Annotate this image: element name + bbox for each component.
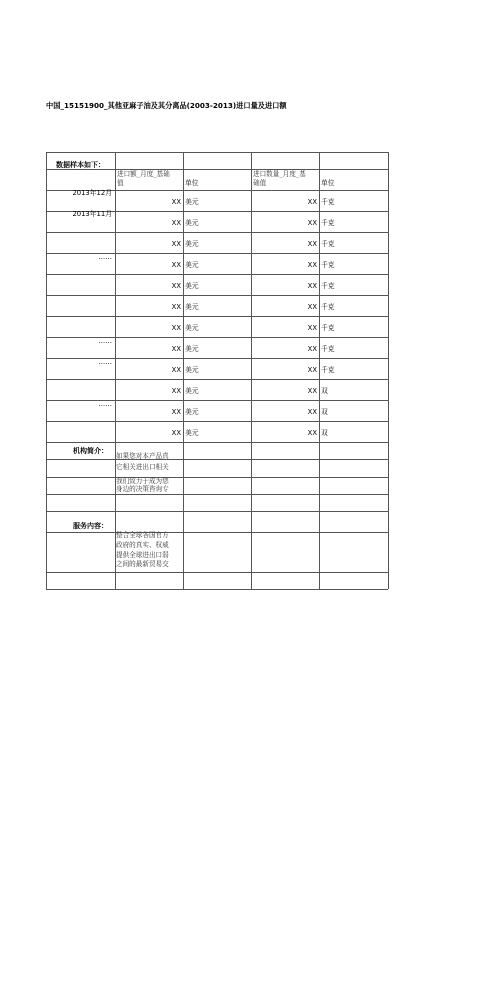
service-text-line: 之间的最新贸易交 bbox=[116, 560, 169, 568]
row-import-qty: XX bbox=[307, 198, 317, 206]
row-qty-unit: 双 bbox=[321, 387, 328, 395]
service-text-line: 提供全球进出口弱 bbox=[116, 551, 169, 559]
row-import-qty: XX bbox=[307, 429, 317, 437]
header-import-value: 进口额_月度_基础 bbox=[117, 170, 170, 178]
row-import-value: XX bbox=[171, 240, 181, 248]
data-sheet bbox=[46, 152, 388, 589]
row-date: …… bbox=[98, 400, 112, 408]
row-import-qty: XX bbox=[307, 345, 317, 353]
row-value-unit: 美元 bbox=[185, 324, 199, 332]
row-import-qty: XX bbox=[307, 408, 317, 416]
service-text-line: 整合全球各国官方 bbox=[116, 531, 169, 539]
row-value-unit: 美元 bbox=[185, 240, 199, 248]
header-import-qty-cont: 础值 bbox=[253, 179, 267, 187]
row-import-value: XX bbox=[171, 324, 181, 332]
row-date: 2013年11月 bbox=[72, 210, 112, 218]
row-qty-unit: 千克 bbox=[321, 282, 335, 290]
row-value-unit: 美元 bbox=[185, 198, 199, 206]
row-qty-unit: 千克 bbox=[321, 261, 335, 269]
row-value-unit: 美元 bbox=[185, 303, 199, 311]
row-qty-unit: 千克 bbox=[321, 324, 335, 332]
row-qty-unit: 千克 bbox=[321, 366, 335, 374]
row-value-unit: 美元 bbox=[185, 366, 199, 374]
row-import-qty: XX bbox=[307, 282, 317, 290]
row-value-unit: 美元 bbox=[185, 282, 199, 290]
org-text-line: 如果您对本产品真 bbox=[116, 452, 169, 460]
row-import-value: XX bbox=[171, 408, 181, 416]
row-value-unit: 美元 bbox=[185, 219, 199, 227]
row-qty-unit: 千克 bbox=[321, 240, 335, 248]
sample-label: 数据样本如下： bbox=[56, 161, 105, 169]
row-import-value: XX bbox=[171, 282, 181, 290]
grid-line bbox=[46, 152, 388, 153]
service-text-line: 政府的真实、权威 bbox=[116, 541, 169, 549]
header-import-qty: 进口数量_月度_基 bbox=[253, 170, 306, 178]
page-title: 中国_15151900_其他亚麻子油及其分离品(2003-2013)进口量及进口额 bbox=[46, 101, 287, 110]
row-import-qty: XX bbox=[307, 240, 317, 248]
row-import-value: XX bbox=[171, 261, 181, 269]
grid-line bbox=[388, 152, 389, 589]
row-import-qty: XX bbox=[307, 219, 317, 227]
row-import-value: XX bbox=[171, 303, 181, 311]
row-value-unit: 美元 bbox=[185, 408, 199, 416]
row-qty-unit: 千克 bbox=[321, 219, 335, 227]
row-value-unit: 美元 bbox=[185, 429, 199, 437]
org-text-line: 身边的决策咨询专 bbox=[116, 485, 169, 493]
row-qty-unit: 双 bbox=[321, 408, 328, 416]
row-date: 2013年12月 bbox=[72, 189, 112, 197]
grid-line bbox=[319, 152, 320, 589]
row-import-value: XX bbox=[171, 345, 181, 353]
row-import-qty: XX bbox=[307, 303, 317, 311]
row-date: …… bbox=[98, 358, 112, 366]
service-label: 服务内容： bbox=[73, 522, 108, 530]
row-import-qty: XX bbox=[307, 324, 317, 332]
row-date bbox=[46, 421, 112, 858]
row-qty-unit: 千克 bbox=[321, 303, 335, 311]
grid-line bbox=[183, 152, 184, 589]
header-unit: 单位 bbox=[185, 179, 199, 187]
header-unit-2: 单位 bbox=[321, 179, 335, 187]
row-date: …… bbox=[98, 253, 112, 261]
row-qty-unit: 千克 bbox=[321, 198, 335, 206]
row-import-value: XX bbox=[171, 219, 181, 227]
row-import-qty: XX bbox=[307, 261, 317, 269]
org-text-line: 它相关进出口相关 bbox=[116, 463, 169, 471]
org-text-line: 我们致力于成为您 bbox=[116, 477, 169, 485]
row-import-qty: XX bbox=[307, 366, 317, 374]
row-value-unit: 美元 bbox=[185, 345, 199, 353]
row-import-value: XX bbox=[171, 366, 181, 374]
row-value-unit: 美元 bbox=[185, 261, 199, 269]
row-qty-unit: 千克 bbox=[321, 345, 335, 353]
org-label: 机构简介： bbox=[73, 447, 108, 455]
row-value-unit: 美元 bbox=[185, 387, 199, 395]
header-import-value-cont: 值 bbox=[117, 179, 124, 187]
row-date: …… bbox=[98, 337, 112, 345]
row-qty-unit: 双 bbox=[321, 429, 328, 437]
row-import-qty: XX bbox=[307, 387, 317, 395]
row-import-value: XX bbox=[171, 387, 181, 395]
row-import-value: XX bbox=[171, 429, 181, 437]
row-import-value: XX bbox=[171, 198, 181, 206]
